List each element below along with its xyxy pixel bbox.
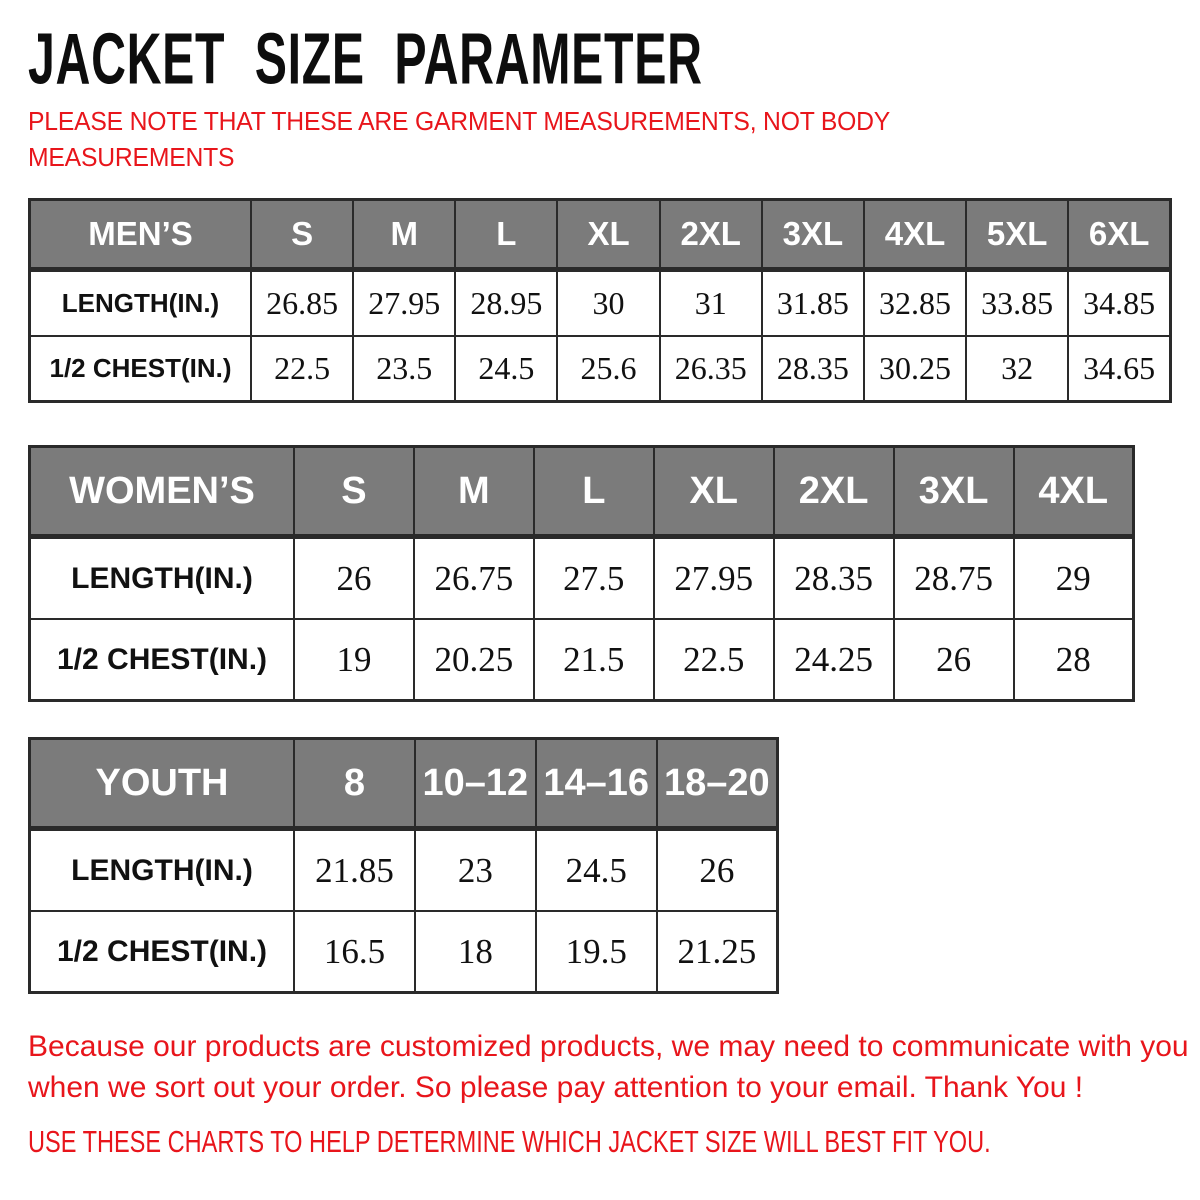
measurement-value-cell: 28.95 bbox=[455, 270, 557, 337]
measurement-value-cell: 21.5 bbox=[534, 619, 654, 701]
measurement-value-cell: 26.75 bbox=[414, 537, 534, 620]
size-column-header: 10–12 bbox=[415, 739, 536, 829]
table-title-cell: WOMEN’S bbox=[30, 447, 295, 537]
size-header-row bbox=[30, 447, 1134, 537]
measurement-value-cell: 26 bbox=[657, 829, 778, 912]
measurement-value-cell: 30 bbox=[557, 270, 659, 337]
size-column-header: M bbox=[353, 200, 455, 270]
notice-line-2: when we sort out your order. So please pay attention to your email. Thank You ! bbox=[28, 1071, 1084, 1104]
measurement-row-label: LENGTH(IN.) bbox=[30, 537, 295, 620]
size-column-header: 14–16 bbox=[536, 739, 657, 829]
youth-size-table bbox=[28, 737, 779, 994]
measurement-row bbox=[30, 537, 1134, 620]
measurement-row-label: LENGTH(IN.) bbox=[30, 829, 295, 912]
size-column-header: L bbox=[534, 447, 654, 537]
size-column-header: S bbox=[294, 447, 414, 537]
notice-line-1: Because our products are customized products, we may need to communicate with you bbox=[28, 1030, 1189, 1063]
fit-advice-line: USE THESE CHARTS TO HELP DETERMINE WHICH JACKET SIZE WILL BEST FIT YOU. bbox=[28, 1124, 991, 1159]
note-line-2: MEASUREMENTS bbox=[28, 142, 235, 172]
size-column-header: 5XL bbox=[966, 200, 1068, 270]
size-column-header: 2XL bbox=[774, 447, 894, 537]
size-column-header: M bbox=[414, 447, 534, 537]
garment-measurements-note bbox=[28, 103, 890, 175]
measurement-row bbox=[30, 270, 1171, 337]
size-column-header: 4XL bbox=[1014, 447, 1134, 537]
measurement-value-cell: 24.25 bbox=[774, 619, 894, 701]
measurement-value-cell: 28.35 bbox=[762, 336, 864, 402]
measurement-value-cell: 31 bbox=[660, 270, 762, 337]
measurement-value-cell: 26 bbox=[894, 619, 1014, 701]
size-header-row bbox=[30, 739, 778, 829]
measurement-value-cell: 18 bbox=[415, 911, 536, 993]
measurement-row-label: 1/2 CHEST(IN.) bbox=[30, 336, 252, 402]
measurement-row-label: 1/2 CHEST(IN.) bbox=[30, 911, 295, 993]
size-column-header: XL bbox=[654, 447, 774, 537]
measurement-value-cell: 23 bbox=[415, 829, 536, 912]
measurement-value-cell: 26.35 bbox=[660, 336, 762, 402]
page-title: JACKET SIZE PARAMETER bbox=[28, 19, 703, 100]
measurement-value-cell: 27.5 bbox=[534, 537, 654, 620]
measurement-value-cell: 24.5 bbox=[536, 829, 657, 912]
measurement-row bbox=[30, 829, 778, 912]
measurement-value-cell: 34.85 bbox=[1068, 270, 1170, 337]
size-column-header: XL bbox=[557, 200, 659, 270]
size-column-header: 3XL bbox=[762, 200, 864, 270]
measurement-value-cell: 31.85 bbox=[762, 270, 864, 337]
measurement-value-cell: 28 bbox=[1014, 619, 1134, 701]
measurement-value-cell: 27.95 bbox=[353, 270, 455, 337]
measurement-value-cell: 26.85 bbox=[251, 270, 353, 337]
measurement-value-cell: 22.5 bbox=[654, 619, 774, 701]
measurement-value-cell: 21.25 bbox=[657, 911, 778, 993]
measurement-value-cell: 32 bbox=[966, 336, 1068, 402]
measurement-value-cell: 22.5 bbox=[251, 336, 353, 402]
measurement-value-cell: 16.5 bbox=[294, 911, 415, 993]
measurement-value-cell: 25.6 bbox=[557, 336, 659, 402]
measurement-row bbox=[30, 336, 1171, 402]
measurement-row-label: 1/2 CHEST(IN.) bbox=[30, 619, 295, 701]
measurement-value-cell: 26 bbox=[294, 537, 414, 620]
measurement-value-cell: 27.95 bbox=[654, 537, 774, 620]
mens-size-table bbox=[28, 198, 1172, 403]
size-column-header: 3XL bbox=[894, 447, 1014, 537]
measurement-value-cell: 23.5 bbox=[353, 336, 455, 402]
measurement-value-cell: 30.25 bbox=[864, 336, 966, 402]
size-header-row bbox=[30, 200, 1171, 270]
size-column-header: 18–20 bbox=[657, 739, 778, 829]
measurement-value-cell: 21.85 bbox=[294, 829, 415, 912]
measurement-value-cell: 20.25 bbox=[414, 619, 534, 701]
measurement-value-cell: 19.5 bbox=[536, 911, 657, 993]
measurement-value-cell: 34.65 bbox=[1068, 336, 1170, 402]
customization-notice bbox=[28, 1026, 1189, 1108]
size-column-header: 8 bbox=[294, 739, 415, 829]
size-column-header: S bbox=[251, 200, 353, 270]
size-column-header: 4XL bbox=[864, 200, 966, 270]
table-title-cell: MEN’S bbox=[30, 200, 252, 270]
size-column-header: 6XL bbox=[1068, 200, 1170, 270]
measurement-row bbox=[30, 619, 1134, 701]
measurement-value-cell: 32.85 bbox=[864, 270, 966, 337]
size-column-header: L bbox=[455, 200, 557, 270]
measurement-value-cell: 24.5 bbox=[455, 336, 557, 402]
note-line-1: PLEASE NOTE THAT THESE ARE GARMENT MEASUREMENTS, NOT BODY bbox=[28, 106, 891, 136]
measurement-row-label: LENGTH(IN.) bbox=[30, 270, 252, 337]
womens-size-table bbox=[28, 445, 1135, 702]
measurement-value-cell: 28.35 bbox=[774, 537, 894, 620]
size-column-header: 2XL bbox=[660, 200, 762, 270]
measurement-value-cell: 29 bbox=[1014, 537, 1134, 620]
measurement-value-cell: 33.85 bbox=[966, 270, 1068, 337]
measurement-value-cell: 19 bbox=[294, 619, 414, 701]
measurement-row bbox=[30, 911, 778, 993]
table-title-cell: YOUTH bbox=[30, 739, 295, 829]
measurement-value-cell: 28.75 bbox=[894, 537, 1014, 620]
